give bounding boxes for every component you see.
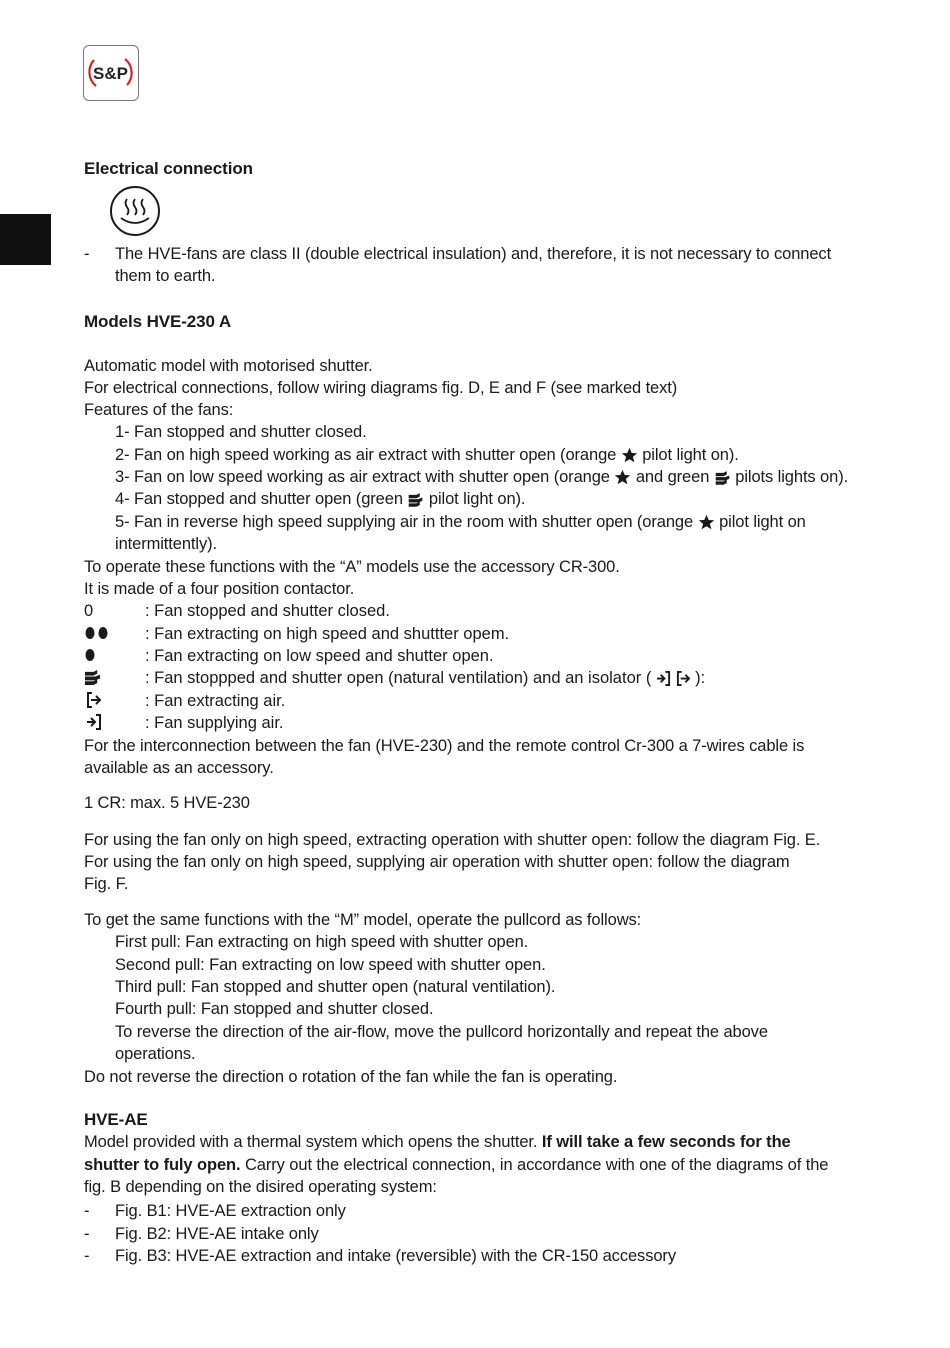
paragraph-bold: If will take a few seconds for the: [541, 1133, 791, 1151]
paragraph: available as an accessory.: [84, 759, 274, 777]
natural-ventilation-icon: [83, 669, 102, 686]
green-pilot-icon: [407, 492, 424, 508]
feature-item-2: [115, 444, 739, 466]
paragraph-text: Carry out the electrical connection, in accordance with one of the diagrams of the: [244, 1156, 829, 1174]
fig-b1-item: Fig. B1: HVE-AE extraction only: [115, 1202, 346, 1220]
section-title-hve-ae: HVE-AE: [84, 1110, 148, 1129]
position-text-extract: : Fan extracting air.: [145, 692, 286, 710]
position-text-high: : Fan extracting on high speed and shuttter opem.: [145, 625, 510, 643]
orange-pilot-icon: [698, 514, 715, 531]
paragraph: To get the same functions with the “M” model, operate the pullcord as follows:: [84, 911, 642, 929]
sp-logo: [83, 45, 139, 101]
paragraph-text: Model provided with a thermal system which opens the shutter.: [84, 1133, 538, 1151]
svg-text:S&P: S&P: [93, 64, 128, 83]
feature-item-4: [115, 488, 525, 510]
paragraph: For the interconnection between the fan (HVE-230) and the remote control Cr-300 a 7-wires cable is: [84, 737, 805, 755]
orange-pilot-icon: [621, 447, 638, 464]
fig-b2-item: Fig. B2: HVE-AE intake only: [115, 1225, 319, 1243]
class2-text-line2: them to earth.: [115, 267, 216, 285]
bullet-dash: -: [84, 1225, 90, 1243]
green-pilot-icon: [714, 470, 731, 486]
high-speed-icon: [84, 626, 110, 640]
sp-logo-icon: [84, 46, 137, 99]
paragraph: Features of the fans:: [84, 401, 234, 419]
pullcord-step-1: First pull: Fan extracting on high speed with shutter open.: [115, 933, 529, 951]
feature-text: and green: [635, 468, 710, 486]
section-title-models: Models HVE-230 A: [84, 312, 232, 331]
feature-text: pilot light on).: [642, 446, 739, 464]
class-ii-insulation-icon: [109, 185, 161, 237]
paragraph: Fig. F.: [84, 875, 129, 893]
position-text-0: : Fan stopped and shutter closed.: [145, 602, 390, 620]
paragraph: To operate these functions with the “A” models use the accessory CR-300.: [84, 558, 620, 576]
pullcord-step-2: Second pull: Fan extracting on low speed with shutter open.: [115, 956, 546, 974]
position-text-supply: : Fan supplying air.: [145, 714, 284, 732]
paragraph: For using the fan only on high speed, supplying air operation with shutter open: follow the diagram: [84, 853, 790, 871]
feature-text: 5- Fan in reverse high speed supplying air in the room with shutter open (orange: [115, 513, 694, 531]
class2-text-line1: The HVE-fans are class II (double electrical insulation) and, therefore, it is not necessary to connect: [115, 245, 832, 263]
feature-item-1: 1- Fan stopped and shutter closed.: [115, 423, 367, 441]
feature-text: 3- Fan on low speed working as air extract with shutter open (orange: [115, 468, 610, 486]
orange-pilot-icon: [614, 469, 631, 486]
feature-item-5: [115, 511, 806, 533]
paragraph: [84, 1154, 828, 1176]
pullcord-step-4: Fourth pull: Fan stopped and shutter closed.: [115, 1000, 434, 1018]
feature-text: 2- Fan on high speed working as air extract with shutter open (orange: [115, 446, 617, 464]
position-text-natural: [145, 667, 705, 689]
feature-text: pilots lights on).: [735, 468, 849, 486]
position-text: ):: [695, 669, 706, 687]
supply-air-icon: [86, 713, 102, 731]
position-symbol-0: 0: [84, 602, 94, 620]
fig-b3-item: Fig. B3: HVE-AE extraction and intake (reversible) with the CR-150 accessory: [115, 1247, 676, 1265]
extract-air-icon: [676, 670, 691, 687]
paragraph: Automatic model with motorised shutter.: [84, 357, 373, 375]
feature-item-3: [115, 466, 848, 488]
paragraph-bold: shutter to fuly open.: [84, 1156, 241, 1174]
paragraph: 1 CR: max. 5 HVE-230: [84, 794, 250, 812]
extract-air-icon: [86, 691, 102, 709]
section-tab-marker: [0, 214, 51, 265]
feature-item-5-cont: intermittently).: [115, 535, 218, 553]
paragraph: It is made of a four position contactor.: [84, 580, 355, 598]
pullcord-step-5: To reverse the direction of the air-flow, move the pullcord horizontally and repeat the above: [115, 1023, 768, 1041]
paragraph: For using the fan only on high speed, extracting operation with shutter open: follow the diagram Fig. E.: [84, 831, 821, 849]
feature-text: 4- Fan stopped and shutter open (green: [115, 490, 403, 508]
paragraph-warning: Do not reverse the direction o rotation of the fan while the fan is operating.: [84, 1068, 618, 1086]
low-speed-icon: [84, 648, 96, 662]
bullet-dash: -: [84, 1247, 90, 1265]
bullet-dash: -: [84, 245, 90, 263]
paragraph: For electrical connections, follow wiring diagrams fig. D, E and F (see marked text): [84, 379, 678, 397]
position-text: : Fan stoppped and shutter open (natural ventilation) and an isolator (: [145, 669, 652, 687]
paragraph: [84, 1131, 791, 1153]
position-text-low: : Fan extracting on low speed and shutter open.: [145, 647, 494, 665]
pullcord-step-5-cont: operations.: [115, 1045, 196, 1063]
section-title-electrical: Electrical connection: [84, 159, 253, 178]
feature-text: pilot light on).: [428, 490, 526, 508]
feature-text: pilot light on: [719, 513, 806, 531]
pullcord-step-3: Third pull: Fan stopped and shutter open (natural ventilation).: [115, 978, 556, 996]
bullet-dash: -: [84, 1202, 90, 1220]
supply-air-icon: [656, 670, 671, 687]
paragraph: fig. B depending on the disired operating system:: [84, 1178, 437, 1196]
